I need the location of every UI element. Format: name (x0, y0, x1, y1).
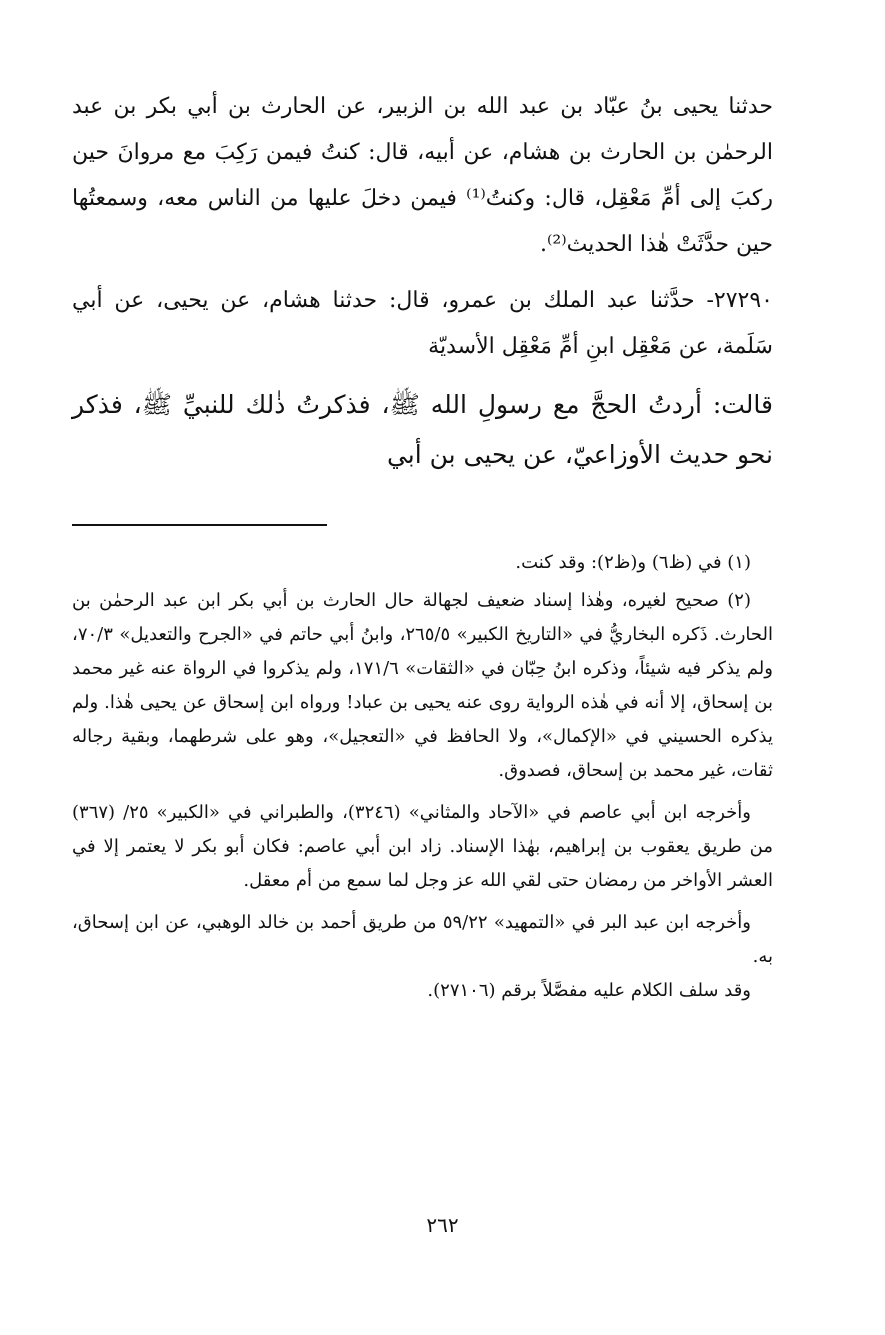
footnote-2: (٢) صحيح لغيره، وهٰذا إسناد ضعيف لجهالة حال الحارث بن أبي بكر ابن عبد الرحمٰن بن الحارث. ذَكره البخاريُّ في «التاريخ الكبير» ٢٦٥/٥، وابنُ أبي حاتم في «الجرح والتعديل» ٧٠/٣، ولم يذكر فيه شيئاً، وذكره ابنُ حِبّان في «الثقات» ١٧١/٦، ولم يذكروا في الرواة عنه غير محمد بن إسحاق، إلا أنه في هٰذه الرواية روى عنه يحيى بن عباد! ورواه ابن إسحاق عن يحيى هٰذا. ولم يذكره الحسيني في «الإكمال»، ولا الحافظ في «التعجيل»، وهو على شرطهما، وبقية رجاله ثقات، غير محمد بن إسحاق، فصدوق. (72, 590, 773, 781)
footnote-divider (72, 524, 327, 526)
footnote-1: (١) في (ظ٦) و(ظ٢): وقد كنت. (515, 552, 751, 573)
page-number: ٢٦٢ (426, 1213, 459, 1237)
footnotes (72, 546, 773, 1008)
main-paragraph: حدثنا يحيى بنُ عبّاد بن عبد الله بن الزبير، عن الحارث بن أبي بكر بن عبد الرحمٰن بن الحارث بن هشام، عن أبيه، قال: كنتُ فيمن رَكِبَ مع مروانَ حين ركبَ إلى أمِّ مَعْقِل، قال: وكنتُ⁽¹⁾ فيمن دخلَ عليها من الناس معه، وسمعتُها حين حدَّثَتْ هٰذا الحديث⁽²⁾. (72, 94, 773, 257)
hadith-isnad-text: - حدَّثنا عبد الملك بن عمرو، قال: حدثنا هشام، عن يحيى، عن أبي سَلَمة، عن مَعْقِل ابنِ أمِّ مَعْقِل الأسديّة (72, 288, 773, 359)
footnote-2-crossref: وقد سلف الكلام عليه مفصَّلاً برقم (٢٧١٠٦). (427, 980, 751, 1001)
hadith-isnad (72, 278, 773, 370)
hadith-matn: قالت: أردتُ الحجَّ مع رسولِ الله ﷺ، فذكرتُ ذٰلك للنبيِّ ﷺ، فذكر نحو حديث الأوزاعيّ، عن يحيى بن أبي (72, 390, 773, 469)
main-text (72, 84, 773, 480)
footnote-2-takhrij-2: وأخرجه ابن عبد البر في «التمهيد» ٥٩/٢٢ من طريق أحمد بن خالد الوهبي، عن ابن إسحاق، به. (72, 912, 773, 967)
footnote-2-takhrij: وأخرجه ابن أبي عاصم في «الآحاد والمثاني» (٣٢٤٦)، والطبراني في «الكبير» ٢٥/ (٣٦٧) من طريق يعقوب بن إبراهيم، بهٰذا الإسناد. زاد ابن أبي عاصم: فكان أبو بكر لا يعتمر إلا في العشر الأواخر من رمضان حتى لقي الله عز وجل لما سمع من أم معقل. (72, 802, 773, 891)
book-page (72, 84, 773, 1295)
hadith-number: ٢٧٢٩٠ (713, 288, 773, 313)
